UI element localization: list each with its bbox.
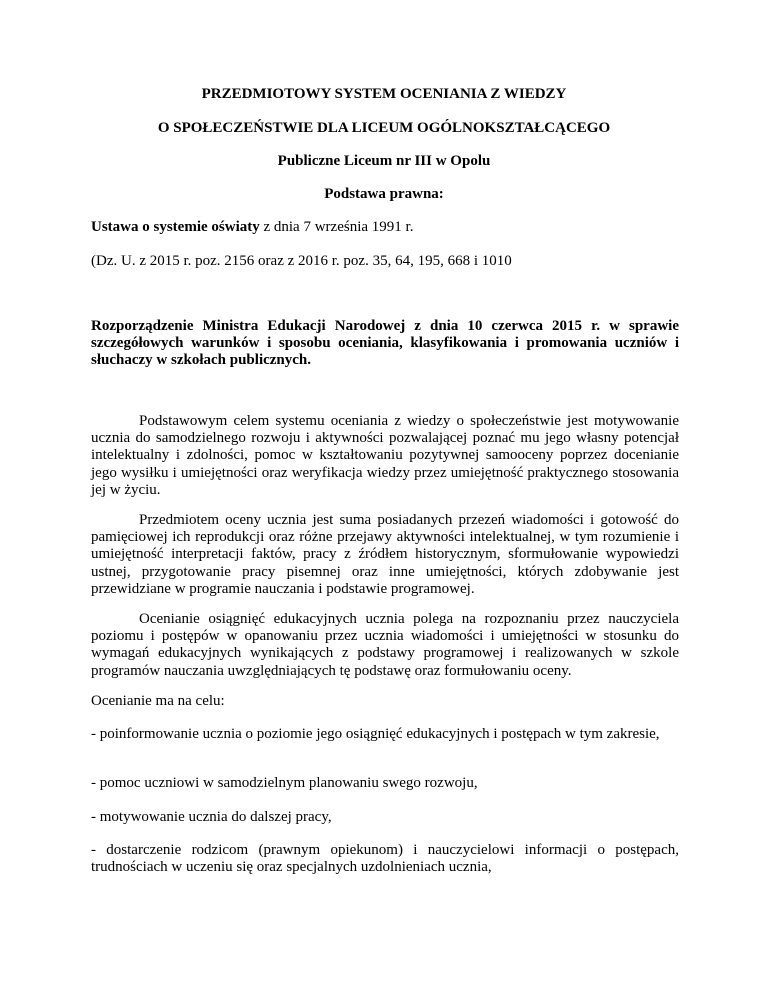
legal-basis-heading: Podstawa prawna: — [324, 186, 444, 202]
act-date: z dnia 7 września 1991 r. — [259, 219, 414, 235]
dz-u-reference: (Dz. U. z 2015 r. poz. 2156 oraz z 2016 r. poz. 35, 64, 195, 668 i 1010 — [91, 253, 512, 269]
goal-item-3: - motywowanie ucznia do dalszej pracy, — [91, 809, 332, 825]
document-title-line1: PRZEDMIOTOWY SYSTEM OCENIANIA Z WIEDZY — [201, 86, 567, 102]
goal-item-1: - poinformowanie ucznia o poziomie jego osiągnięć edukacyjnych i postępach w tym zakresie, — [91, 726, 660, 742]
goal-item-2: - pomoc uczniowi w samodzielnym planowaniu swego rozwoju, — [91, 775, 478, 791]
regulation-reference: Rozporządzenie Ministra Edukacji Narodowej z dnia 10 czerwca 2015 r. w sprawie szczegółowych warunków i sposobu oceniania, klasyfikowania i promowania uczniów i słuchaczy w szkołach publicznych. — [91, 318, 679, 369]
paragraph-assessment: Ocenianie osiągnięć edukacyjnych ucznia polega na rozpoznaniu przez nauczyciela poziomu i postępów w opanowaniu przez ucznia wiadomości i umiejętności w stosunku do wymagań edukacyjnych wynikających z podstawy programowej i realizowanych w szkole programów nauczania uwzględniających tę podstawę oraz formułowaniu oceny. — [91, 611, 679, 679]
act-name: Ustawa o systemie oświaty — [91, 219, 260, 235]
act-reference — [91, 219, 679, 236]
goal-item-4: - dostarczenie rodzicom (prawnym opiekunom) i nauczycielowi informacji o postępach, trudnościach w uczeniu się oraz specjalnych uzdolnieniach ucznia, — [91, 842, 679, 876]
paragraph-purpose: Podstawowym celem systemu oceniania z wiedzy o społeczeństwie jest motywowanie ucznia do samodzielnego rozwoju i aktywności pozwalającej poznać mu jego własny potencjał intelektualny i zdolności, pomoc w kształtowaniu pozytywnej samooceny poprzez docenianie jego wysiłku i umiejętności oraz weryfikacja wiedzy przez umiejętność praktycznego stosowania jej w życiu. — [91, 413, 679, 498]
document-title-line2: O SPOŁECZEŃSTWIE DLA LICEUM OGÓLNOKSZTAŁCĄCEGO — [157, 120, 611, 136]
school-name: Publiczne Liceum nr III w Opolu — [277, 153, 491, 169]
goals-heading: Ocenianie ma na celu: — [91, 693, 225, 709]
paragraph-subject: Przedmiotem oceny ucznia jest suma posiadanych przezeń wiadomości i gotowość do pamięciowej ich reprodukcji oraz różne przejawy aktywności intelektualnej, w tym rozumienie i umiejętność interpretacji faktów, pracy z źródłem historycznym, sformułowanie wypowiedzi ustnej, przygotowanie pracy pisemnej oraz inne umiejętności, których zdobywanie jest przewidziane w programie nauczania i podstawie programowej. — [91, 512, 679, 597]
